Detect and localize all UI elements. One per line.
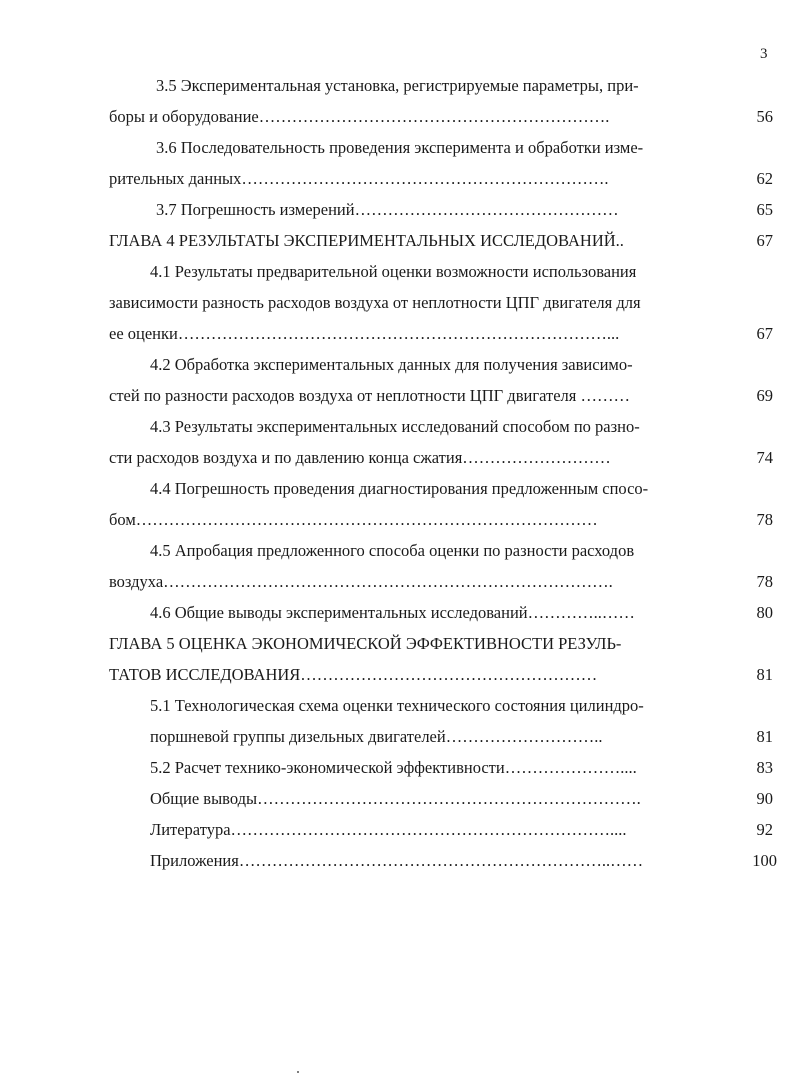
toc-chapter-4[interactable] bbox=[109, 229, 799, 253]
toc-entry-text: 3.7 Погрешность измерений………………………………………… bbox=[156, 200, 619, 219]
toc-chapter-5-line-1[interactable] bbox=[109, 632, 799, 656]
toc-entry-text: 4.4 Погрешность проведения диагностирования предложенным спосо- bbox=[150, 479, 649, 498]
toc-entry-3-5-line-1[interactable] bbox=[156, 74, 799, 98]
toc-entry-3-6-line-1[interactable] bbox=[156, 136, 799, 160]
toc-entry-4-3-line-2[interactable] bbox=[109, 446, 799, 470]
toc-entry-5-1-line-2[interactable] bbox=[150, 725, 799, 749]
toc-page-number: 78 bbox=[756, 510, 773, 529]
toc-page-number: 81 bbox=[756, 727, 773, 746]
toc-entry-3-6-line-2[interactable] bbox=[109, 167, 799, 191]
toc-entry-text: Приложения…………………………………………………………..…… bbox=[150, 851, 644, 870]
toc-entry-text: Литература…………………………………………………………….... bbox=[150, 820, 627, 839]
toc-entry-4-5-line-2[interactable] bbox=[109, 570, 799, 594]
toc-entry-text: 4.1 Результаты предварительной оценки возможности использования bbox=[150, 262, 637, 281]
toc-page-number: 74 bbox=[756, 448, 773, 467]
toc-entry-text: сти расходов воздуха и по давлению конца сжатия……………………… bbox=[109, 448, 611, 467]
toc-entry-text: 4.3 Результаты экспериментальных исследований способом по разно- bbox=[150, 417, 640, 436]
toc-entry-literature[interactable] bbox=[150, 818, 799, 842]
toc-page-number: 69 bbox=[756, 386, 773, 405]
toc-page-number: 62 bbox=[756, 169, 773, 188]
toc-entry-4-4-line-2[interactable] bbox=[109, 508, 799, 532]
toc-page-number: 92 bbox=[756, 820, 773, 839]
toc-entry-text: 5.2 Расчет технико-экономической эффективности………………….... bbox=[150, 758, 637, 777]
toc-entry-3-5-line-2[interactable] bbox=[109, 105, 799, 129]
toc-entry-text: зависимости разность расходов воздуха от неплотности ЦПГ двигателя для bbox=[109, 293, 641, 312]
toc-entry-text: ГЛАВА 5 ОЦЕНКА ЭКОНОМИЧЕСКОЙ ЭФФЕКТИВНОСТИ РЕЗУЛЬ- bbox=[109, 634, 622, 653]
toc-entry-text: 4.6 Общие выводы экспериментальных исследований…………..…… bbox=[150, 603, 635, 622]
toc-entry-text: 4.2 Обработка экспериментальных данных для получения зависимо- bbox=[150, 355, 633, 374]
toc-entry-text: стей по разности расходов воздуха от неплотности ЦПГ двигателя ……… bbox=[109, 386, 630, 405]
toc-entry-conclusions[interactable] bbox=[150, 787, 799, 811]
toc-entry-text: 4.5 Апробация предложенного способа оценки по разности расходов bbox=[150, 541, 635, 560]
toc-entry-text: воздуха………………………………………………………………………. bbox=[109, 572, 613, 591]
toc-entry-4-3-line-1[interactable] bbox=[150, 415, 799, 439]
toc-page-number: 83 bbox=[756, 758, 773, 777]
toc-entry-text: 3.5 Экспериментальная установка, регистрируемые параметры, при- bbox=[156, 76, 639, 95]
toc-entry-text: рительных данных…………………………………………………………. bbox=[109, 169, 609, 188]
toc-page-number: 67 bbox=[756, 324, 773, 343]
toc-entry-text: ТАТОВ ИССЛЕДОВАНИЯ……………………………………………… bbox=[109, 665, 598, 684]
toc-entry-4-2-line-1[interactable] bbox=[150, 353, 799, 377]
toc-entry-3-7[interactable] bbox=[156, 198, 799, 222]
toc-entry-text: бом………………………………………………………………………… bbox=[109, 510, 598, 529]
toc-page-number: 56 bbox=[756, 107, 773, 126]
toc-entry-4-6[interactable] bbox=[150, 601, 799, 625]
toc-entry-text: 5.1 Технологическая схема оценки технического состояния цилиндро- bbox=[150, 696, 644, 715]
toc-entry-5-1-line-1[interactable] bbox=[150, 694, 799, 718]
toc-entry-text: ГЛАВА 4 РЕЗУЛЬТАТЫ ЭКСПЕРИМЕНТАЛЬНЫХ ИССЛЕДОВАНИЙ.. bbox=[109, 231, 624, 250]
toc-entry-4-4-line-1[interactable] bbox=[150, 477, 799, 501]
toc-entry-appendices[interactable] bbox=[150, 849, 799, 873]
toc-page-number: 90 bbox=[756, 789, 773, 808]
page-number: 3 bbox=[760, 46, 768, 62]
toc-entry-4-2-line-2[interactable] bbox=[109, 384, 799, 408]
toc-entry-text: поршневой группы дизельных двигателей……………………….. bbox=[150, 727, 603, 746]
toc-entry-4-1-line-3[interactable] bbox=[109, 322, 799, 346]
toc-entry-text: Общие выводы……………………………………………………………. bbox=[150, 789, 641, 808]
toc-entry-5-2[interactable] bbox=[150, 756, 799, 780]
toc-page-number: 65 bbox=[756, 200, 773, 219]
toc-entry-4-1-line-1[interactable] bbox=[150, 260, 799, 284]
toc-page-number: 67 bbox=[756, 231, 773, 250]
toc-page-number: 100 bbox=[752, 851, 777, 870]
toc-entry-text: боры и оборудование………………………………………………………. bbox=[109, 107, 610, 126]
toc-page-number: 78 bbox=[756, 572, 773, 591]
toc-entry-4-5-line-1[interactable] bbox=[150, 539, 799, 563]
toc-entry-text: 3.6 Последовательность проведения эксперимента и обработки изме- bbox=[156, 138, 644, 157]
toc-entry-4-1-line-2[interactable] bbox=[109, 291, 799, 315]
toc-entry-text: ее оценки……………………………………………………………………... bbox=[109, 324, 620, 343]
scan-speck bbox=[297, 1071, 299, 1073]
toc-page-number: 81 bbox=[756, 665, 773, 684]
toc-page-number: 80 bbox=[756, 603, 773, 622]
toc-chapter-5-line-2[interactable] bbox=[109, 663, 799, 687]
